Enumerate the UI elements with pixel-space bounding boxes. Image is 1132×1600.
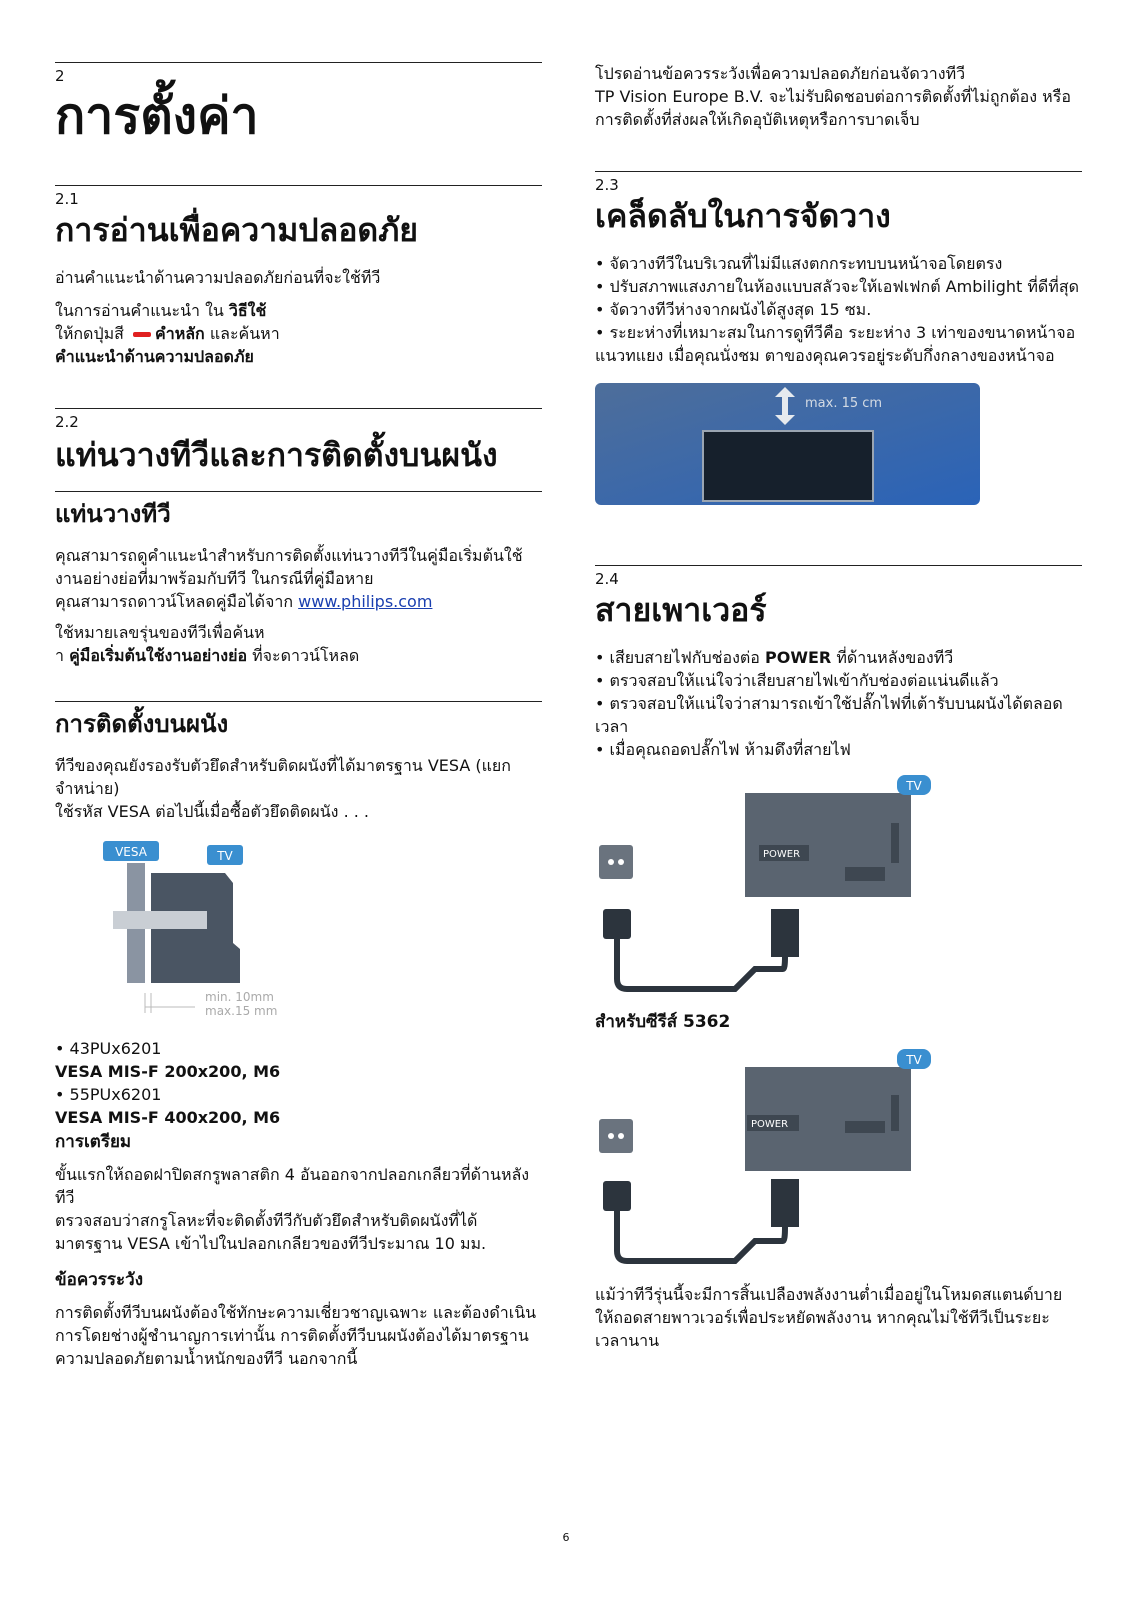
wall-outlet-icon <box>599 1119 633 1153</box>
placement-caution: โปรดอ่านข้อควรระวังเพื่อความปลอดภัยก่อนจัดวางทีวี <box>595 64 966 83</box>
list-item: • จัดวางทีวีในบริเวณที่ไม่มีแสงตกกระทบบนหน้าจอโดยตรง <box>595 254 1003 273</box>
subsection-title-stand: แท่นวางทีวี <box>55 500 171 528</box>
port-slot <box>891 823 899 863</box>
plug-icon <box>603 909 631 939</box>
placement-figure <box>595 383 1082 513</box>
stand-guide-line <box>55 644 542 667</box>
placement-list <box>595 252 1082 367</box>
list-item: • ระยะห่างที่เหมาะสมในการดูทีวีคือ ระยะห่าง 3 เท่าของขนาดหน้าจอแนวทแยง เมื่อคุณนั่งชม ตาของคุณควรอยู่ระดับกึ่งกลางของหน้าจอ <box>595 323 1076 365</box>
power-port-label: POWER <box>763 849 801 860</box>
right-column <box>595 62 1082 1352</box>
power-list <box>595 646 1082 761</box>
outlet-hole <box>608 1133 614 1139</box>
red-key-icon <box>133 332 151 337</box>
text: า <box>55 646 70 665</box>
philips-link[interactable]: www.philips.com <box>298 592 433 611</box>
text: • เสียบสายไฟกับช่องต่อ <box>595 648 765 667</box>
liability-note: TP Vision Europe B.V. จะไม่รับผิดชอบต่อการติดตั้งที่ไม่ถูกต้อง หรือการติดตั้งที่ส่งผลให้เกิดอุบัติเหตุหรือการบาดเจ็บ <box>595 87 1071 129</box>
stand-paragraph: คุณสามารถดูคำแนะนำสำหรับการติดตั้งแท่นวางทีวีในคู่มือเริ่มต้นใช้งานอย่างย่อที่มาพร้อมกับทีวี ในกรณีที่คู่มือหาย <box>55 546 523 588</box>
tv-tag-label: TV <box>906 779 922 793</box>
text: ที่จะดาวน์โหลด <box>247 646 360 665</box>
power-cable <box>617 939 785 989</box>
section-number-2-3: 2.3 <box>595 176 619 194</box>
stand-download-line <box>55 590 542 613</box>
outlet-hole <box>618 859 624 865</box>
power-figure-1 <box>595 769 1082 1009</box>
model-43: • 43PUx6201 <box>55 1039 162 1058</box>
chapter-title: การตั้งค่า <box>55 87 259 145</box>
text: และค้นหา <box>204 324 280 343</box>
list-item: • เมื่อคุณถอดปลั๊กไฟ ห้ามดึงที่สายไฟ <box>595 740 851 759</box>
connector-icon <box>771 909 799 957</box>
caution-paragraph: การติดตั้งทีวีบนผนังต้องใช้ทักษะความเชี่ยวชาญเฉพาะ และต้องดำเนินการโดยช่างผู้ชำนาญการเท่านั้น การติดตั้งทีวีบนผนังต้องได้มาตรฐานความปลอดภัยตามน้ำหนักของทีวี นอกจากนี้ <box>55 1303 537 1368</box>
power-term: POWER <box>765 648 832 667</box>
text: คุณสามารถดาวน์โหลดคู่มือได้จาก <box>55 592 299 611</box>
sub-rule <box>55 701 542 702</box>
list-item: • ตรวจสอบให้แน่ใจว่าเสียบสายไฟเข้ากับช่องต่อแน่นดีแล้ว <box>595 671 999 690</box>
port-block <box>845 1121 885 1133</box>
series-title: สำหรับซีรีส์ 5362 <box>595 1012 731 1032</box>
section-rule <box>55 408 542 409</box>
vesa-code-43: VESA MIS-F 200x200, M6 <box>55 1062 281 1081</box>
caution-title: ข้อควรระวัง <box>55 1270 143 1290</box>
text: ในการอ่านคำแนะนำ ใน <box>55 301 229 320</box>
list-item: • จัดวางทีวีห่างจากผนังได้สูงสุด 15 ซม. <box>595 300 872 319</box>
keyword-term: คำหลัก <box>155 324 205 343</box>
left-column <box>55 62 542 1370</box>
power-port-label: POWER <box>751 1119 789 1130</box>
wall-distance-diagram <box>595 383 980 509</box>
section-number-2-4: 2.4 <box>595 570 619 588</box>
safety-paragraph: อ่านคำแนะนำด้านความปลอดภัยก่อนที่จะใช้ทีวี <box>55 268 381 287</box>
power-diagram <box>595 769 935 1005</box>
tv-tag-label: TV <box>906 1053 922 1067</box>
port-slot <box>891 1095 899 1131</box>
section-title-safety: การอ่านเพื่อความปลอดภัย <box>55 211 419 249</box>
port-block <box>845 867 885 881</box>
section-title-stand-wall: แท่นวางทีวีและการติดตั้งบนผนัง <box>55 436 498 474</box>
power-cable <box>617 1211 785 1261</box>
sub-rule <box>55 491 542 492</box>
safety-topic: คำแนะนำด้านความปลอดภัย <box>55 347 254 366</box>
power-diagram-5362 <box>595 1039 935 1275</box>
prep-title: การเตรียม <box>55 1132 132 1152</box>
model-55: • 55PUx6201 <box>55 1085 162 1104</box>
vesa-diagram <box>55 833 295 1033</box>
outlet-hole <box>618 1133 624 1139</box>
prep-step-2: ตรวจสอบว่าสกรูโลหะที่จะติดตั้งทีวีกับตัวยึดสำหรับติดผนังที่ได้มาตรฐาน VESA เข้าไปในปลอกเกลียวของทีวีประมาณ 10 มม. <box>55 1211 487 1253</box>
section-rule <box>55 185 542 186</box>
vesa-figure <box>55 833 542 1033</box>
connector-icon <box>771 1179 799 1227</box>
max-distance-label: max. 15 cm <box>805 396 883 411</box>
plug-icon <box>603 1181 631 1211</box>
tv-tag-label: TV <box>217 849 233 863</box>
safety-key-line <box>55 322 542 345</box>
tv-screen <box>703 431 873 501</box>
min-dimension: min. 10mm <box>205 990 274 1004</box>
help-term: วิธีใช้ <box>228 301 267 320</box>
subsection-title-wall: การติดตั้งบนผนัง <box>55 710 229 738</box>
wall-paragraph: ทีวีของคุณยังรองรับตัวยึดสำหรับติดผนังที่ได้มาตรฐาน VESA (แยกจำหน่าย) <box>55 756 511 798</box>
section-number-2-2: 2.2 <box>55 413 79 431</box>
list-item: • ตรวจสอบให้แน่ใจว่าสามารถเข้าใช้ปลั๊กไฟที่เต้ารับบนผนังได้ตลอดเวลา <box>595 694 1063 736</box>
wall-outlet-icon <box>599 845 633 879</box>
outlet-hole <box>608 859 614 865</box>
section-number-2-1: 2.1 <box>55 190 79 208</box>
section-title-placement: เคล็ดลับในการจัดวาง <box>595 197 891 235</box>
chapter-rule <box>55 62 542 63</box>
chapter-number: 2 <box>55 67 65 85</box>
quick-guide-term: คู่มือเริ่มต้นใช้งานอย่างย่อ <box>69 646 248 665</box>
section-rule <box>595 171 1082 172</box>
stand-model-line: ใช้หมายเลขรุ่นของทีวีเพื่อค้นห <box>55 623 265 642</box>
screw-icon <box>113 911 207 929</box>
max-dimension: max.15 mm <box>205 1004 278 1018</box>
safety-help-line <box>55 299 542 322</box>
section-title-power: สายเพาเวอร์ <box>595 591 767 629</box>
standby-note: แม้ว่าทีวีรุ่นนี้จะมีการสิ้นเปลืองพลังงานต่ำเมื่ออยู่ในโหมดสแตนด์บาย ให้ถอดสายพาวเวอร์เพื่อประหยัดพลังงาน หากคุณไม่ใช้ทีวีเป็นระยะเวลานาน <box>595 1285 1063 1350</box>
wall-vesa-line: ใช้รหัส VESA ต่อไปนี้เมื่อซื้อตัวยึดติดผนัง . . . <box>55 802 369 821</box>
vesa-code-55: VESA MIS-F 400x200, M6 <box>55 1108 281 1127</box>
prep-step-1: ขั้นแรกให้ถอดฝาปิดสกรูพลาสติก 4 อันออกจากปลอกเกลียวที่ด้านหลังทีวี <box>55 1165 530 1207</box>
text: ที่ด้านหลังของทีวี <box>831 648 954 667</box>
list-item: • ปรับสภาพแสงภายในห้องแบบสลัวจะให้เอฟเฟกต์ Ambilight ที่ดีที่สุด <box>595 277 1079 296</box>
page-number: 6 <box>562 1531 570 1544</box>
power-figure-2 <box>595 1039 1082 1279</box>
list-item <box>595 646 1082 669</box>
text: ให้กดปุ่มสี <box>55 324 129 343</box>
section-rule <box>595 565 1082 566</box>
vesa-tag-label: VESA <box>115 845 147 859</box>
